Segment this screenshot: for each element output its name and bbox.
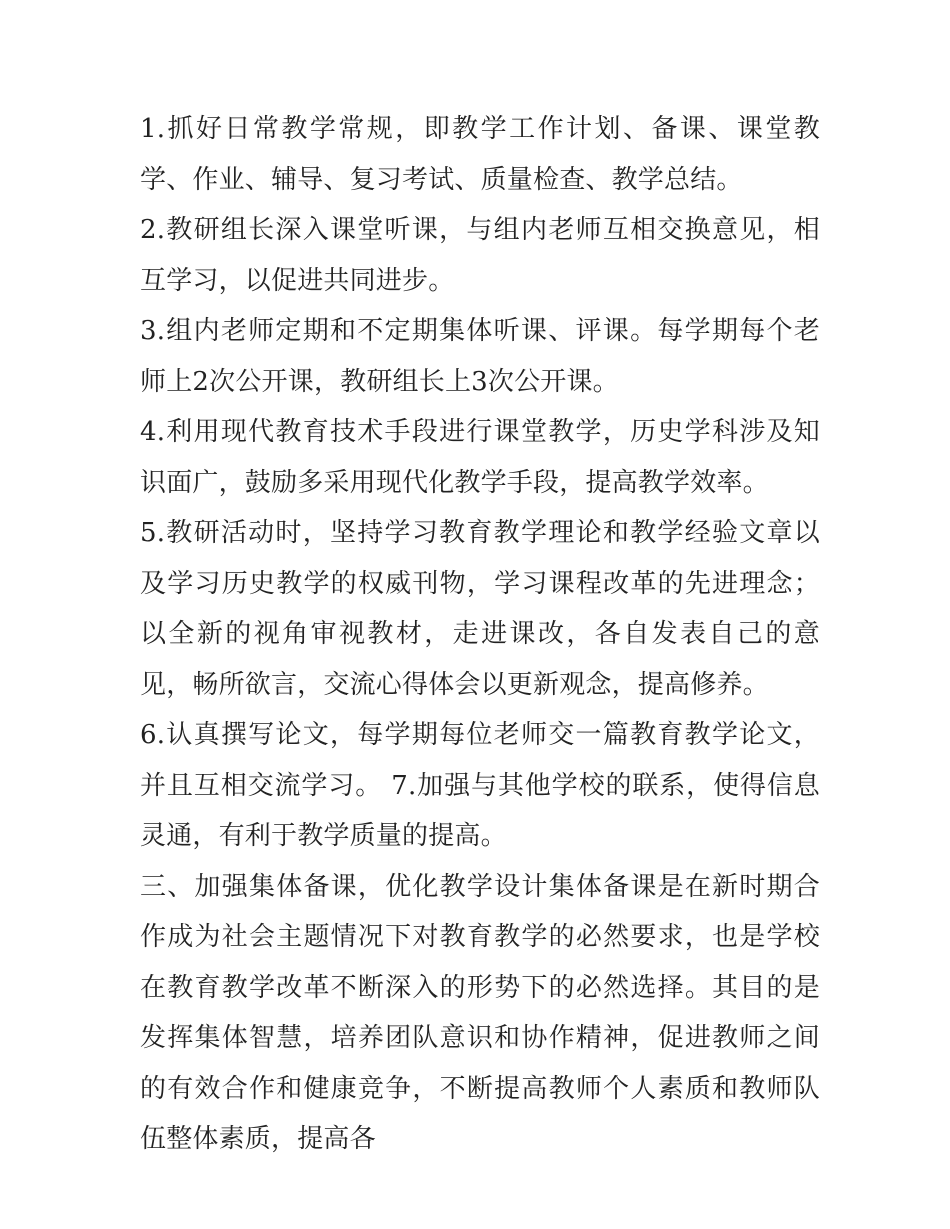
paragraph-7: 三、加强集体备课，优化教学设计集体备课是在新时期合作成为社会主题情况下对教育教学的必然要求，也是学校在教育教学改革不断深入的形势下的必然选择。其目的是发挥集体智慧，培养团队意识和协作精神，促进教师之间的有效合作和健康竞争，不断提高教师个人素质和教师队伍整体素质，提高各 <box>140 871 820 1154</box>
paragraph-3: 3.组内老师定期和不定期集体听课、评课。每学期每个老师上2次公开课，教研组长上3次公开课。 <box>140 316 820 397</box>
paragraph-6: 6.认真撰写论文，每学期每位老师交一篇教育教学论文，并且互相交流学习。 7.加强与其他学校的联系，使得信息灵通，有利于教学质量的提高。 <box>140 720 820 851</box>
paragraph-1: 1.抓好日常教学常规，即教学工作计划、备课、课堂教学、作业、辅导、复习考试、质量检查、教学总结。 <box>140 114 820 195</box>
paragraph-2: 2.教研组长深入课堂听课，与组内老师互相交换意见，相互学习，以促进共同进步。 <box>140 215 820 296</box>
paragraph-5: 5.教研活动时，坚持学习教育教学理论和教学经验文章以及学习历史教学的权威刊物，学习课程改革的先进理念；以全新的视角审视教材，走进课改，各自发表自己的意见，畅所欲言，交流心得体会以更新观念，提高修养。 <box>140 518 820 700</box>
paragraph-4: 4.利用现代教育技术手段进行课堂教学，历史学科涉及知识面广，鼓励多采用现代化教学手段，提高教学效率。 <box>140 417 820 498</box>
document-body <box>140 104 820 1165</box>
